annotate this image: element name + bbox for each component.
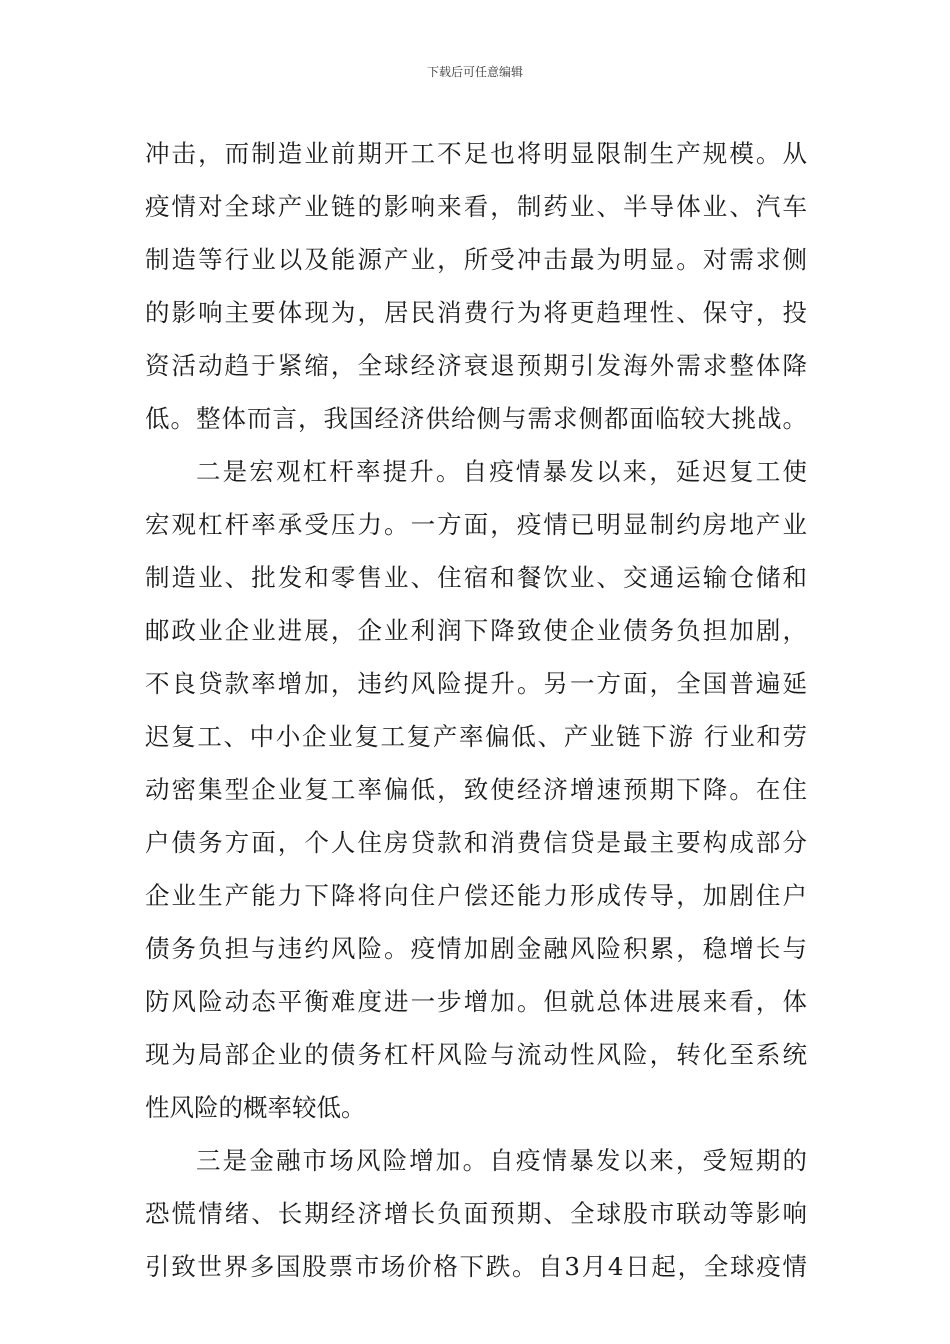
- paragraph-1-line-6: 低。整体而言，我国经济供给侧与需求侧都面临较大挑战。: [145, 404, 807, 433]
- paragraph-2-line-5: 不良贷款率增加，违约风险提升。另一方面，全国普遍延: [145, 669, 807, 698]
- paragraph-2-line-3: 制造业、批发和零售业、住宿和餐饮业、交通运输仓储和: [145, 563, 807, 592]
- paragraph-2-line-1: 二是宏观杠杆率提升。自疫情暴发以来，延迟复工使: [196, 457, 807, 486]
- document-body: [145, 127, 807, 1293]
- paragraph-2-line-7: 动密集型企业复工率偏低，致使经济增速预期下降。在住: [145, 775, 807, 804]
- paragraph-2-line-12: 现为局部企业的债务杠杆风险与流动性风险，转化至系统: [145, 1040, 807, 1069]
- paragraph-1-line-2: 疫情对全球产业链的影响来看，制药业、半导体业、汽车: [145, 192, 807, 221]
- paragraph-3-line-3: 引致世界多国股票市场价格下跌。自3月4日起，全球疫情: [145, 1252, 807, 1281]
- paragraph-2-line-13: 性风险的概率较低。: [145, 1093, 366, 1122]
- paragraph-2-line-6: 迟复工、中小企业复工复产率偏低、产业链下游 行业和劳: [145, 722, 807, 751]
- paragraph-2-line-4: 邮政业企业进展，企业利润下降致使企业债务负担加剧，: [145, 616, 807, 645]
- paragraph-2-line-10: 债务负担与违约风险。疫情加剧金融风险积累，稳增长与: [145, 934, 807, 963]
- paragraph-2-line-9: 企业生产能力下降将向住户偿还能力形成传导，加剧住户: [145, 881, 807, 910]
- paragraph-3-line-2: 恐慌情绪、长期经济增长负面预期、全球股市联动等影响: [145, 1199, 807, 1228]
- page-header: 下载后可任意编辑: [426, 65, 523, 79]
- paragraph-3-line-1: 三是金融市场风险增加。自疫情暴发以来，受短期的: [196, 1146, 807, 1175]
- paragraph-2-line-8: 户债务方面，个人住房贷款和消费信贷是最主要构成部分: [145, 828, 807, 857]
- paragraph-2-line-11: 防风险动态平衡难度进一步增加。但就总体进展来看，体: [145, 987, 807, 1016]
- paragraph-1-line-3: 制造等行业以及能源产业，所受冲击最为明显。对需求侧: [145, 245, 807, 274]
- paragraph-1-line-4: 的影响主要体现为，居民消费行为将更趋理性、保守，投: [145, 298, 807, 327]
- paragraph-1-line-5: 资活动趋于紧缩，全球经济衰退预期引发海外需求整体降: [145, 351, 807, 380]
- paragraph-2-line-2: 宏观杠杆率承受压力。一方面，疫情已明显制约房地产业: [145, 510, 807, 539]
- paragraph-1-line-1: 冲击，而制造业前期开工不足也将明显限制生产规模。从: [145, 139, 807, 168]
